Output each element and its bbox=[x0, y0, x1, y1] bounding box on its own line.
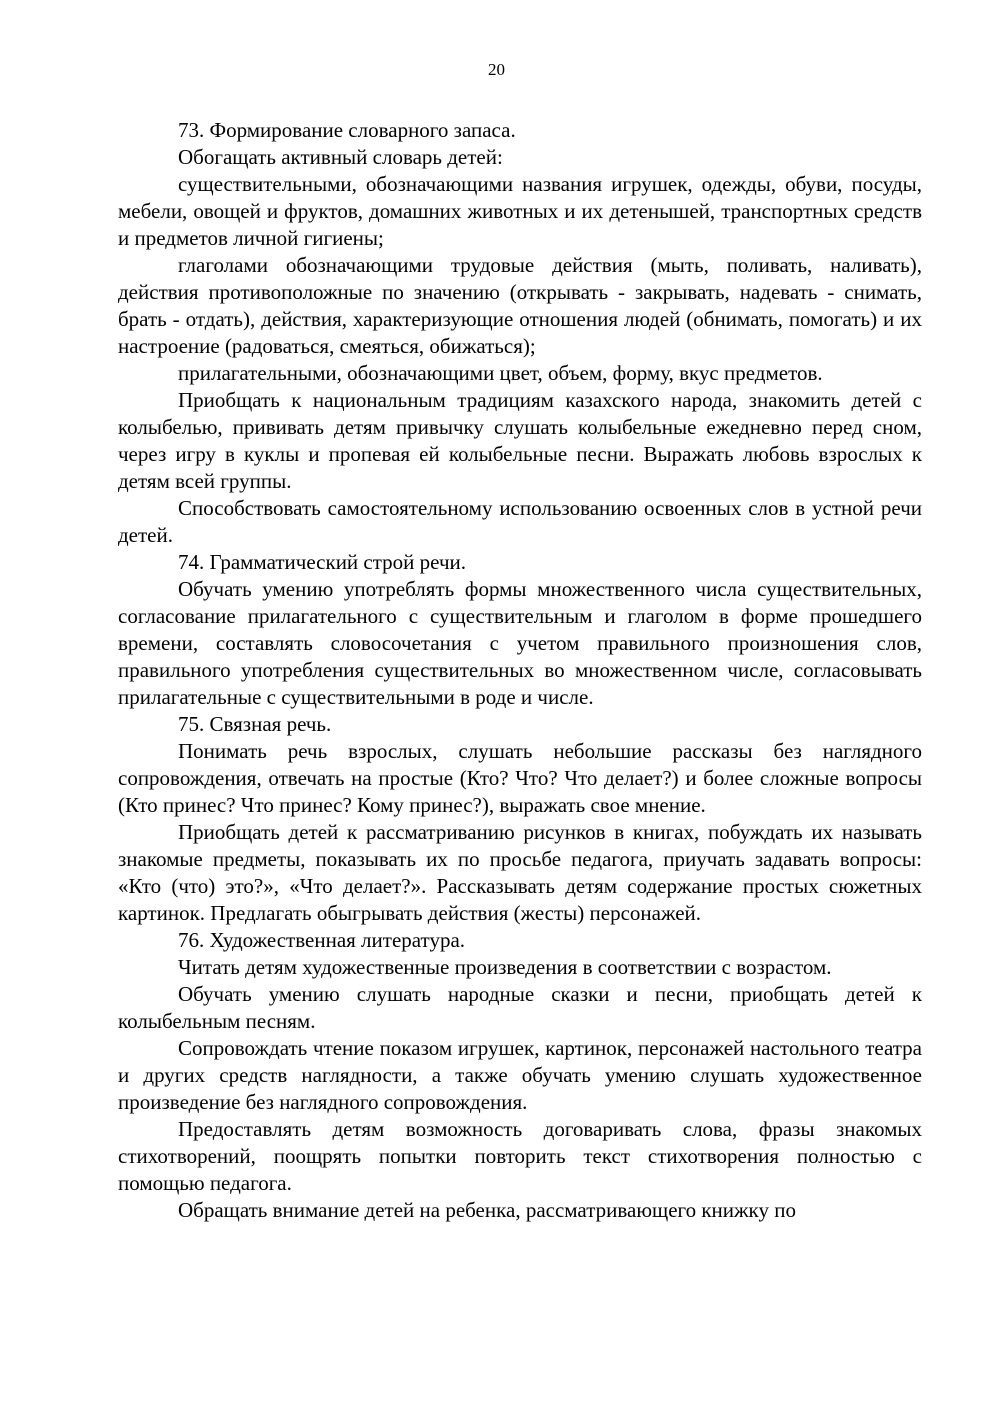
paragraph: прилагательными, обозначающими цвет, объем, форму, вкус предметов. bbox=[178, 361, 823, 385]
section-heading: 74. Грамматический строй речи. bbox=[178, 550, 467, 574]
section-heading: 73. Формирование словарного запаса. bbox=[178, 118, 516, 142]
paragraph: Обучать умению употреблять формы множественного числа существительных, согласование прилагательного с существительным и глаголом в форме прошедшего времени, составлять словосочетания с учетом правильного произношения слов, правильного употребления существительных во множественном числе, согласовывать прилагательные с существительными в роде и числе. bbox=[118, 577, 922, 709]
paragraph: Читать детям художественные произведения в соответствии с возрастом. bbox=[178, 955, 832, 979]
paragraph: Обучать умению слушать народные сказки и песни, приобщать детей к колыбельным песням. bbox=[118, 982, 922, 1033]
section-heading: 75. Связная речь. bbox=[178, 712, 332, 736]
paragraph: Способствовать самостоятельному использованию освоенных слов в устной речи детей. bbox=[118, 496, 922, 547]
paragraph: Обращать внимание детей на ребенка, рассматривающего книжку по bbox=[178, 1198, 796, 1222]
section-heading: 76. Художественная литература. bbox=[178, 928, 466, 952]
paragraph: Предоставлять детям возможность договаривать слова, фразы знакомых стихотворений, поощрять попытки повторить текст стихотворения полностью с помощью педагога. bbox=[118, 1117, 922, 1195]
page-number: 20 bbox=[488, 60, 505, 79]
paragraph: глаголами обозначающими трудовые действия (мыть, поливать, наливать), действия противоположные по значению (открывать - закрывать, надевать - снимать, брать - отдать), действия, характеризующие отношения людей (обнимать, помогать) и их настроение (радоваться, смеяться, обижаться); bbox=[118, 253, 922, 358]
paragraph: Обогащать активный словарь детей: bbox=[178, 145, 503, 169]
paragraph: Приобщать детей к рассматриванию рисунков в книгах, побуждать их называть знакомые предметы, показывать их по просьбе педагога, приучать задавать вопросы: «Кто (что) это?», «Что делает?». Рассказывать детям содержание простых сюжетных картинок. Предлагать обыгрывать действия (жесты) персонажей. bbox=[118, 820, 922, 925]
paragraph: Приобщать к национальным традициям казахского народа, знакомить детей с колыбелью, прививать детям привычку слушать колыбельные ежедневно перед сном, через игру в куклы и пропевая ей колыбельные песни. Выражать любовь взрослых к детям всей группы. bbox=[118, 388, 922, 493]
paragraph: Понимать речь взрослых, слушать небольшие рассказы без наглядного сопровождения, отвечать на простые (Кто? Что? Что делает?) и более сложные вопросы (Кто принес? Что принес? Кому принес?), выражать свое мнение. bbox=[118, 739, 922, 817]
body-text bbox=[118, 117, 922, 1224]
paragraph: существительными, обозначающими названия игрушек, одежды, обуви, посуды, мебели, овощей и фруктов, домашних животных и их детенышей, транспортных средств и предметов личной гигиены; bbox=[118, 172, 922, 250]
paragraph: Сопровождать чтение показом игрушек, картинок, персонажей настольного театра и других средств наглядности, а также обучать умению слушать художественное произведение без наглядного сопровождения. bbox=[118, 1036, 922, 1114]
